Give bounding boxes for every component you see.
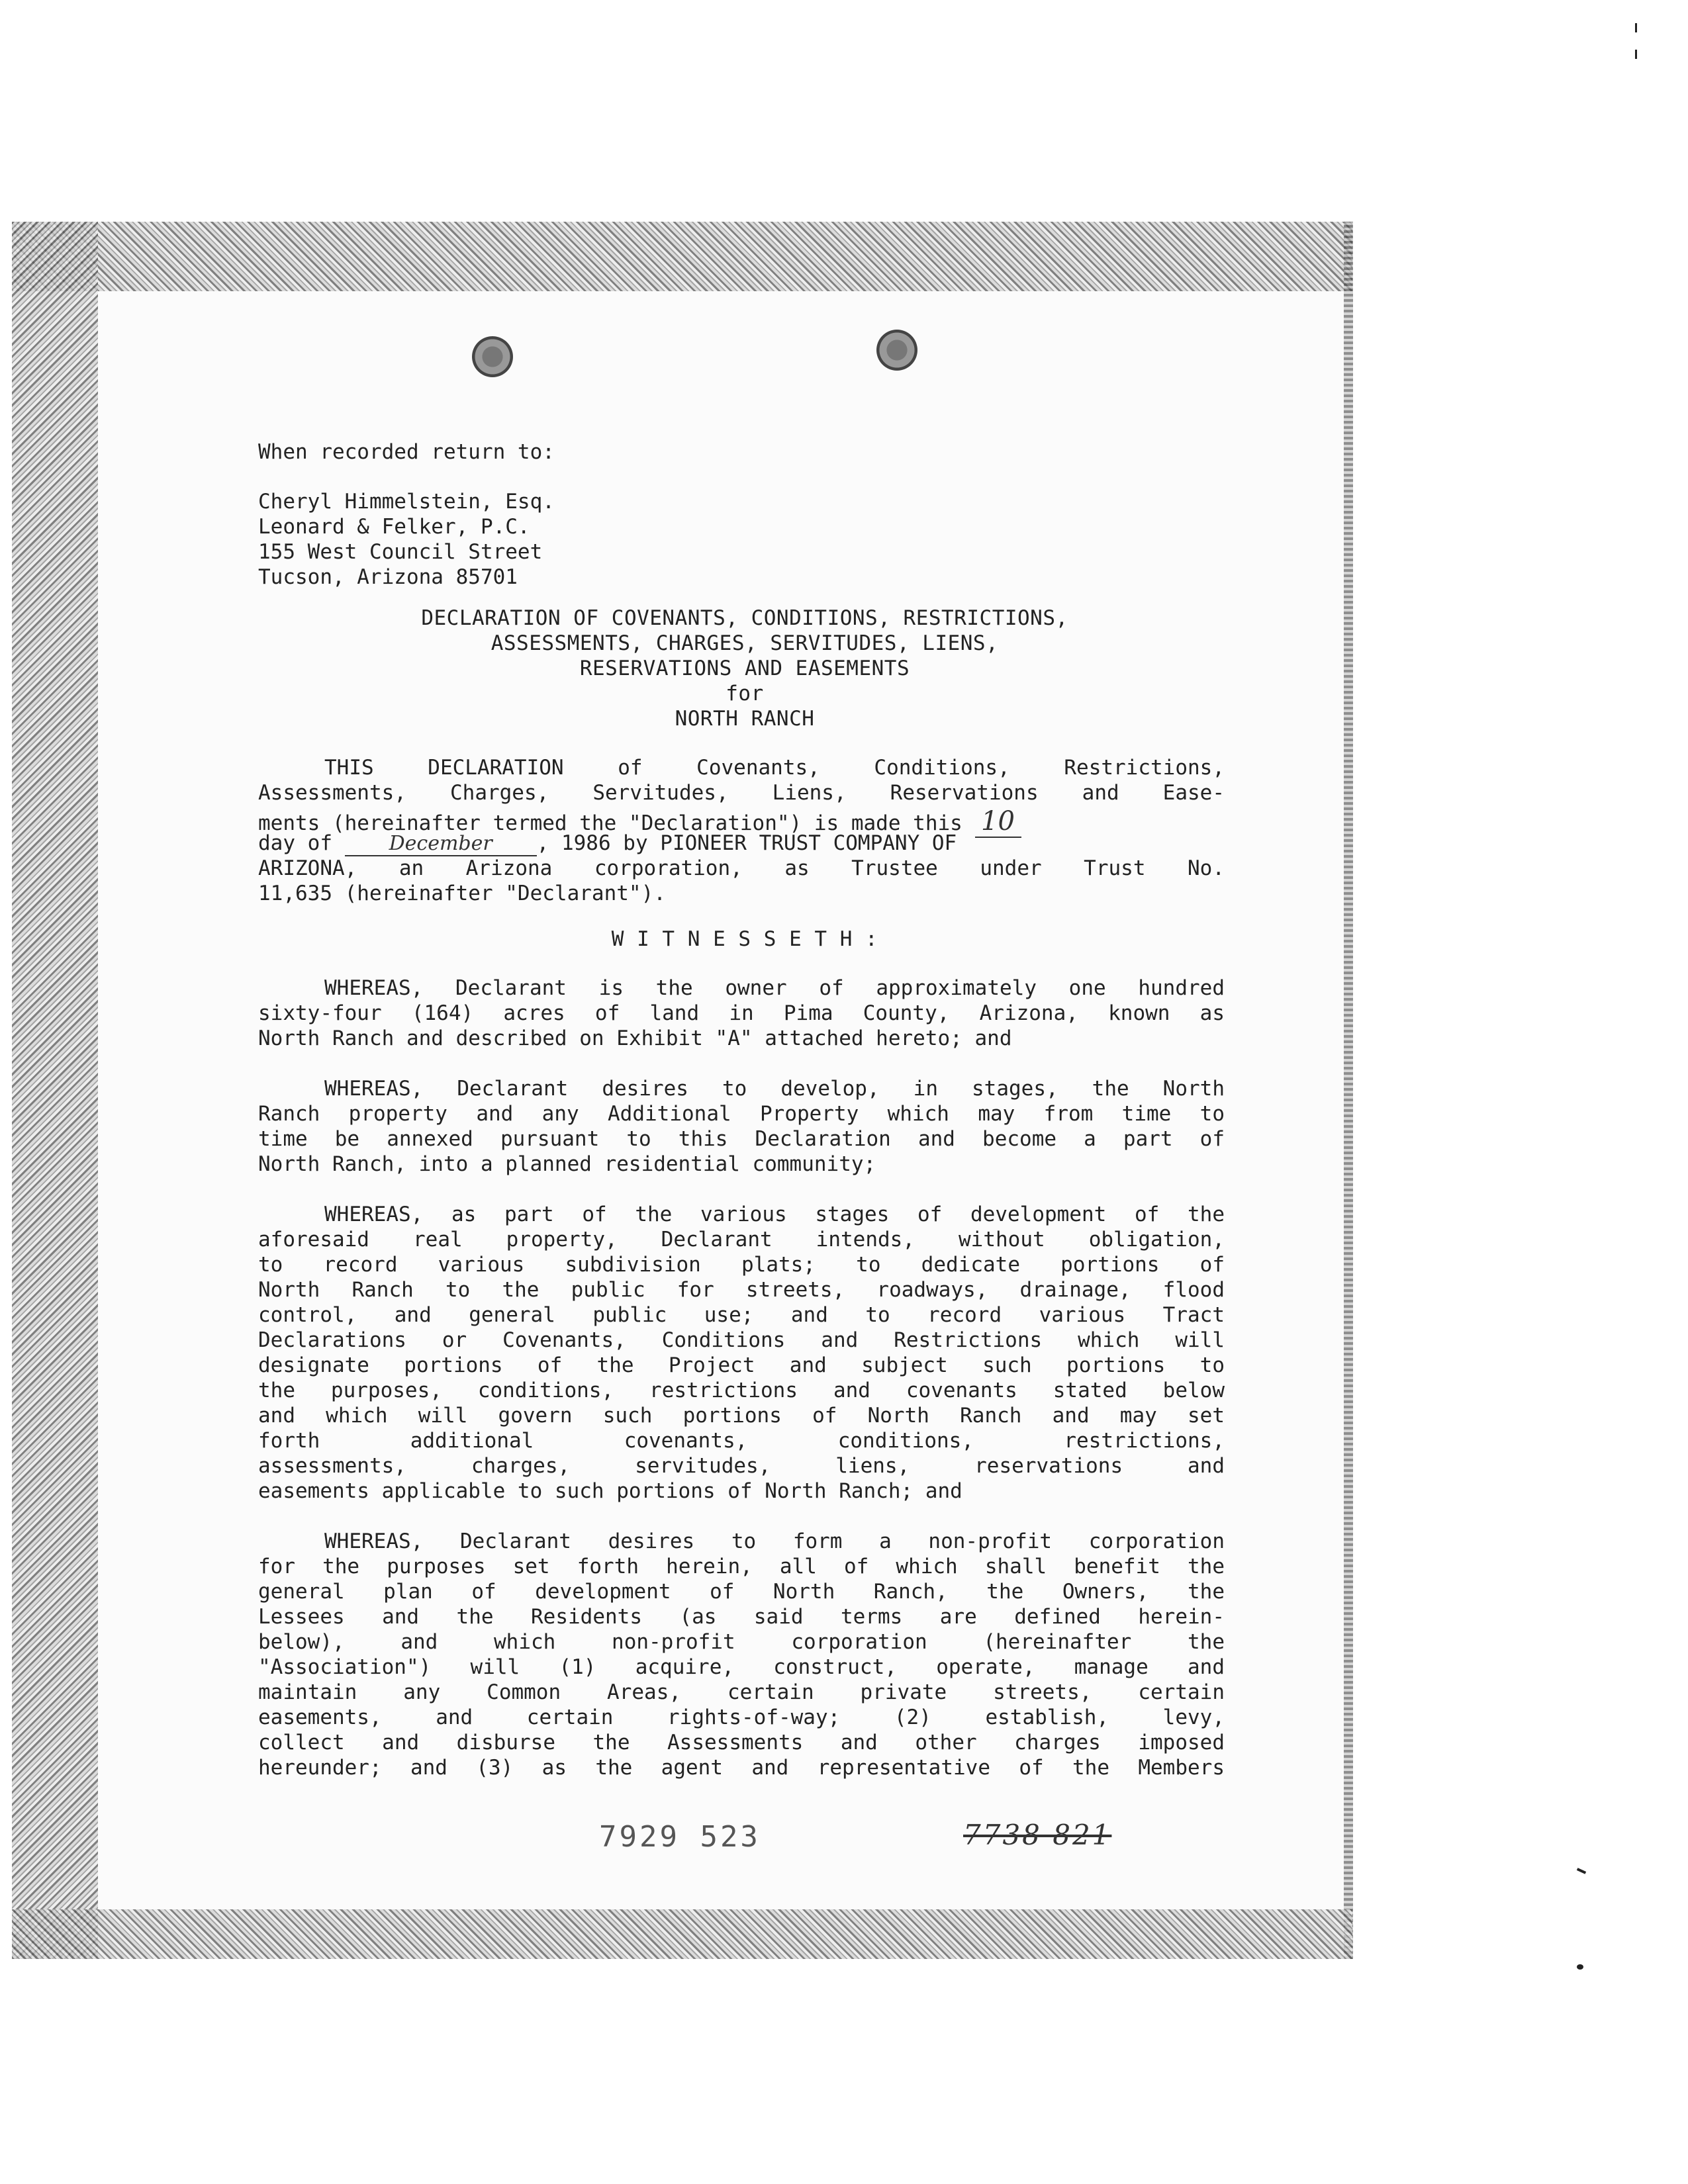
whereas3-line: easements applicable to such portions of North Ranch; and: [258, 1479, 962, 1503]
paragraph-text: time be annexed pursuant to this Declaration and become a part of: [258, 1127, 1225, 1151]
whereas3-line: [258, 1303, 1225, 1327]
return-line: Cheryl Himmelstein, Esq.: [258, 490, 555, 514]
return-line: Leonard & Felker, P.C.: [258, 515, 530, 539]
intro-line: 11,635 (hereinafter "Declarant").: [258, 882, 666, 905]
whereas4-line: [258, 1580, 1225, 1604]
paragraph-text: to record various subdivision plats; to dedicate portions of: [258, 1253, 1225, 1277]
whereas4-line: [258, 1756, 1225, 1780]
handwritten-month: December: [345, 832, 537, 856]
intro-text: ments (hereinafter termed the "Declaration") is made this: [258, 811, 962, 835]
return-line: Tucson, Arizona 85701: [258, 565, 518, 589]
paragraph-text: designate portions of the Project and subject such portions to: [258, 1353, 1225, 1377]
paragraph-text: below), and which non-profit corporation (hereinafter the: [258, 1630, 1225, 1654]
paragraph-text: "Association") will (1) acquire, construct, operate, manage and: [258, 1655, 1225, 1679]
paragraph-text: WHEREAS, Declarant is the owner of approximately one hundred: [324, 976, 1225, 1000]
whereas3-line: [258, 1404, 1225, 1428]
paragraph-text: control, and general public use; and to record various Tract: [258, 1303, 1225, 1327]
whereas3-line: [324, 1203, 1225, 1226]
paragraph-text: hereunder; and (3) as the agent and representative of the Members: [258, 1756, 1225, 1780]
whereas4-line: [258, 1655, 1225, 1679]
scan-speck-icon: [1635, 50, 1637, 59]
title-line-5: NORTH RANCH: [675, 707, 815, 731]
punch-hole-left-icon: [472, 336, 513, 377]
scan-border-bottom: [12, 1909, 1352, 1959]
witnesseth-heading: W I T N E S S E T H :: [611, 927, 878, 951]
whereas1-line: [324, 976, 1225, 1000]
whereas3-line: [258, 1278, 1225, 1302]
whereas2-line: [258, 1127, 1225, 1151]
whereas4-line: [258, 1630, 1225, 1654]
intro-line: [258, 781, 1225, 805]
whereas2-line: [324, 1077, 1225, 1101]
whereas3-line: [258, 1328, 1225, 1352]
whereas4-line: [258, 1680, 1225, 1704]
paragraph-text: Lessees and the Residents (as said terms are defined herein-: [258, 1605, 1225, 1629]
paragraph-text: forth additional covenants, conditions, restrictions,: [258, 1429, 1225, 1453]
whereas4-line: [324, 1529, 1225, 1553]
intro-line: [258, 831, 957, 856]
whereas2-line: North Ranch, into a planned residential community;: [258, 1152, 876, 1176]
title-line-1: DECLARATION OF COVENANTS, CONDITIONS, RESTRICTIONS,: [421, 606, 1068, 630]
paragraph-text: the purposes, conditions, restrictions and covenants stated below: [258, 1379, 1225, 1402]
scan-speck-icon: [1577, 1964, 1583, 1970]
paragraph-text: for the purposes set forth herein, all of which shall benefit the: [258, 1555, 1225, 1578]
whereas4-line: [258, 1605, 1225, 1629]
intro-text: Assessments, Charges, Servitudes, Liens, Reservations and Ease-: [258, 781, 1225, 805]
title-line-2: ASSESSMENTS, CHARGES, SERVITUDES, LIENS,: [491, 631, 999, 655]
scan-speck-icon: [1577, 1868, 1586, 1874]
intro-line: [324, 756, 1225, 780]
struck-reference-number: 7738 821: [963, 1819, 1112, 1851]
whereas3-line: [258, 1454, 1225, 1478]
intro-text: , 1986 by PIONEER TRUST COMPANY OF: [536, 831, 957, 855]
book-page-number: 7929 523: [599, 1820, 761, 1854]
paragraph-text: sixty-four (164) acres of land in Pima County, Arizona, known as: [258, 1001, 1225, 1025]
paragraph-text: assessments, charges, servitudes, liens, reservations and: [258, 1454, 1225, 1478]
paragraph-text: WHEREAS, Declarant desires to develop, in stages, the North: [324, 1077, 1225, 1101]
paragraph-text: WHEREAS, as part of the various stages of development of the: [324, 1203, 1225, 1226]
intro-line: [258, 856, 1225, 880]
paragraph-text: general plan of development of North Ranch, the Owners, the: [258, 1580, 1225, 1604]
whereas1-line: [258, 1001, 1225, 1025]
scan-border-top: [12, 222, 1352, 291]
paragraph-text: North Ranch to the public for streets, roadways, drainage, flood: [258, 1278, 1225, 1302]
return-heading: When recorded return to:: [258, 440, 555, 464]
whereas1-line: North Ranch and described on Exhibit "A" attached hereto; and: [258, 1026, 1012, 1050]
whereas3-line: [258, 1353, 1225, 1377]
paragraph-text: aforesaid real property, Declarant intends, without obligation,: [258, 1228, 1225, 1251]
scan-border-right: [1344, 222, 1353, 1959]
intro-text: THIS DECLARATION of Covenants, Conditions, Restrictions,: [324, 756, 1225, 780]
whereas4-line: [258, 1731, 1225, 1754]
return-line: 155 West Council Street: [258, 540, 543, 564]
whereas3-line: [258, 1228, 1225, 1251]
paragraph-text: easements, and certain rights-of-way; (2) establish, levy,: [258, 1706, 1225, 1729]
paragraph-text: collect and disburse the Assessments and other charges imposed: [258, 1731, 1225, 1754]
whereas3-line: [258, 1253, 1225, 1277]
punch-hole-right-icon: [876, 330, 917, 371]
intro-text: ARIZONA, an Arizona corporation, as Trustee under Trust No.: [258, 856, 1225, 880]
scan-border-left: [12, 222, 98, 1959]
paragraph-text: WHEREAS, Declarant desires to form a non-profit corporation: [324, 1529, 1225, 1553]
whereas3-line: [258, 1379, 1225, 1402]
handwritten-day: 10: [975, 806, 1021, 838]
paragraph-text: maintain any Common Areas, certain private streets, certain: [258, 1680, 1225, 1704]
paragraph-text: Declarations or Covenants, Conditions and Restrictions which will: [258, 1328, 1225, 1352]
intro-text: day of: [258, 831, 332, 855]
whereas2-line: [258, 1102, 1225, 1126]
paragraph-text: and which will govern such portions of North Ranch and may set: [258, 1404, 1225, 1428]
title-line-4: for: [726, 682, 764, 705]
scan-speck-icon: [1635, 23, 1637, 32]
whereas4-line: [258, 1555, 1225, 1578]
whereas3-line: [258, 1429, 1225, 1453]
whereas4-line: [258, 1706, 1225, 1729]
paragraph-text: Ranch property and any Additional Property which may from time to: [258, 1102, 1225, 1126]
title-line-3: RESERVATIONS AND EASEMENTS: [579, 657, 910, 680]
